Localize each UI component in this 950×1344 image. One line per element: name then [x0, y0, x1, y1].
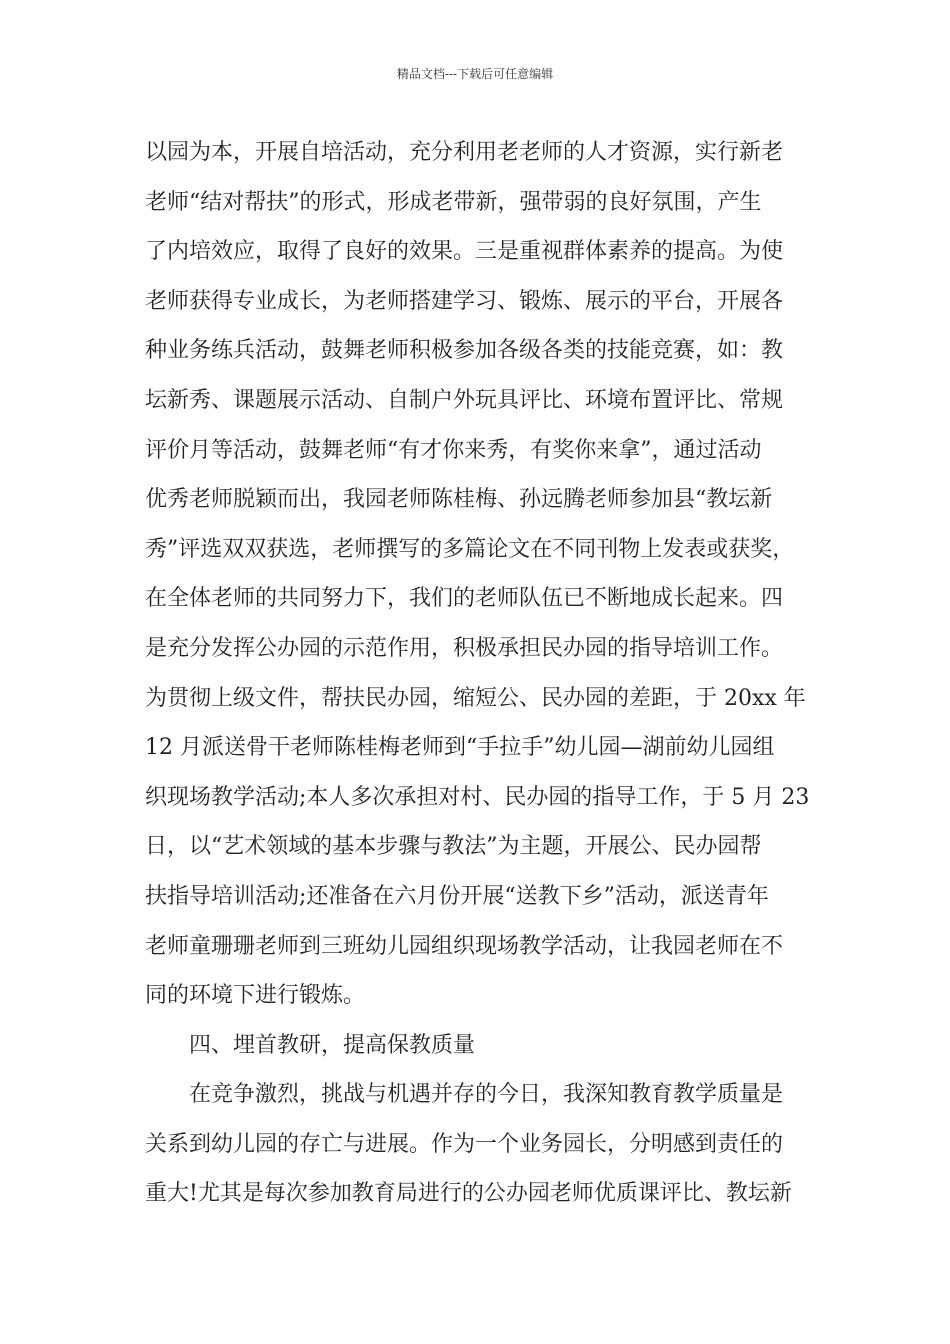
text-line: 老师“结对帮扶”的形式，形成老带新，强带弱的良好氛围，产生	[145, 189, 762, 215]
text-line: 在全体老师的共同努力下，我们的老师队伍已不断地成长起来。四	[145, 586, 784, 612]
paragraph-first-line: 在竞争激烈，挑战与机遇并存的今日，我深知教育教学质量是	[189, 1082, 784, 1108]
text-line: 秀”评选双双获选，老师撰写的多篇论文在不同刊物上发表或获奖，	[145, 536, 795, 562]
text-line: 是充分发挥公办园的示范作用，积极承担民办园的指导培训工作。	[145, 635, 784, 661]
page-header: 精品文档---下载后可任意编辑	[396, 67, 554, 81]
text-line: 为贯彻上级文件，帮扶民办园，缩短公、民办园的差距，于 20xx 年	[145, 685, 806, 711]
text-line: 12 月派送骨干老师陈桂梅老师到“手拉手”幼儿园—湖前幼儿园组	[145, 735, 775, 761]
text-line: 种业务练兵活动，鼓舞老师积极参加各级各类的技能竞赛，如：教	[145, 338, 784, 364]
text-line: 坛新秀、课题展示活动、自制户外玩具评比、环境布置评比、常规	[145, 387, 784, 413]
text-line: 同的环境下进行锻炼。	[145, 983, 366, 1009]
text-line: 以园为本，开展自培活动，充分利用老老师的人才资源，实行新老	[145, 140, 784, 165]
text-line: 老师童珊珊老师到三班幼儿园组织现场教学活动，让我园老师在不	[145, 933, 784, 959]
text-line: 日，以“艺术领域的基本步骤与教法”为主题，开展公、民办园帮	[145, 834, 762, 860]
text-line: 关系到幼儿园的存亡与进展。作为一个业务园长，分明感到责任的	[145, 1131, 784, 1157]
document-body	[145, 128, 810, 1219]
text-line: 优秀老师脱颖而出，我园老师陈桂梅、孙远腾老师参加县“教坛新	[145, 487, 773, 513]
text-line: 评价月等活动，鼓舞老师“有才你来秀，有奖你来拿”，通过活动	[145, 437, 762, 463]
text-line: 老师获得专业成长，为老师搭建学习、锻炼、展示的平台，开展各	[145, 288, 784, 314]
text-line: 织现场教学活动;本人多次承担对村、民办园的指导工作，于 5 月 23	[145, 784, 810, 810]
text-line: 重大!尤其是每次参加教育局进行的公办园老师优质课评比、教坛新	[145, 1181, 792, 1207]
text-line: 扶指导培训活动;还准备在六月份开展“送教下乡”活动，派送青年	[145, 883, 769, 909]
text-line: 了内培效应，取得了良好的效果。三是重视群体素养的提高。为使	[145, 239, 784, 265]
section-heading: 四、埋首教研，提高保教质量	[189, 1032, 476, 1058]
